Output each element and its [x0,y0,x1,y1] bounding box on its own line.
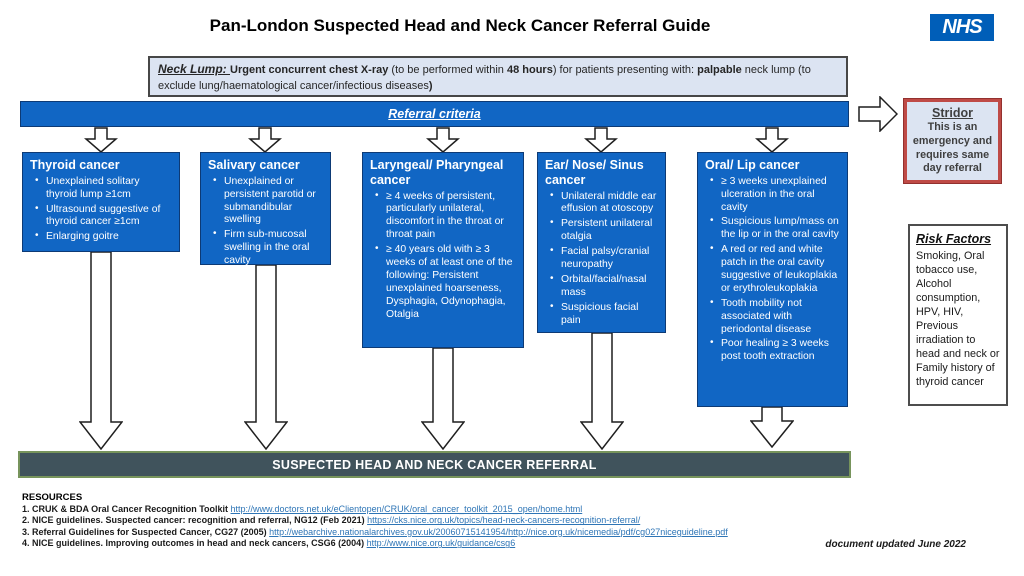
risk-factors-body: Smoking, Oral tobacco use, Alcohol consumption, HPV, HIV, Previous irradiation to head and neck or Family history of thyroid cancer [916,250,1000,389]
resources-section [22,492,782,550]
ear-nose-sinus-cancer-box [537,152,666,333]
neck-lump-bold-text: 48 hours [506,64,553,76]
referral-outcome-label: SUSPECTED HEAD AND NECK CANCER REFERRAL [272,457,597,472]
neck-lump-text: ) for patients presenting with: [552,64,698,76]
page-title: Pan-London Suspected Head and Neck Cancer Referral Guide [209,16,711,35]
down-arrow-icon [426,127,460,153]
bullet-item: • Unilateral middle ear effusion at otoscopy [550,191,658,217]
neck-lump-notice-box [148,56,848,97]
thyroid-cancer-box [22,152,180,252]
bullet-item: • Persistent unilateral otalgia [550,218,658,244]
box-title: Salivary cancer [208,158,300,172]
down-arrow-icon [248,127,282,153]
bullet-item: • Firm sub-mucosal swelling in the oral cavity [213,229,323,268]
box-bullet-list [370,191,516,322]
salivary-cancer-box [200,152,331,265]
resource-link[interactable]: http://www.nice.org.uk/guidance/csg6 [366,538,516,549]
bullet-item: • Unexplained solitary thyroid lump ≥1cm [35,176,172,202]
resource-line [22,504,782,515]
bullet-item: • Orbital/facial/nasal mass [550,274,658,300]
referral-outcome-bar [18,451,851,478]
laryngeal-pharyngeal-cancer-box [362,152,524,348]
document-updated-note: document updated June 2022 [825,539,966,550]
bullet-item: • Suspicious facial pain [550,302,658,328]
resource-link[interactable]: http://webarchive.nationalarchives.gov.uk/20060715141954/http://nice.org.uk/nicemedia/pdf/cg027niceguideline.pdf [269,526,728,537]
resource-line [22,515,782,526]
long-down-arrow-icon [421,348,465,450]
bullet-item: • Ultrasound suggestive of thyroid cancer ≥1cm [35,204,172,230]
box-title: Ear/ Nose/ Sinus cancer [545,158,644,187]
bullet-item: • A red or red and white patch in the oral cavity suggestive of leukoplakia or erythroleukoplakia [710,244,840,296]
down-arrow-icon [84,127,118,153]
resource-text: 1. CRUK & BDA Oral Cancer Recognition Toolkit [22,504,231,514]
bullet-item: • ≥ 3 weeks unexplained ulceration in the oral cavity [710,176,840,215]
resource-line [22,527,782,538]
resource-link[interactable]: http://www.doctors.net.uk/eClientopen/CRUK/oral_cancer_toolkit_2015_open/home.html [230,504,583,514]
resource-link[interactable]: https://cks.nice.org.uk/topics/head-neck-cancers-recognition-referral/ [367,515,641,526]
box-bullet-list [545,191,658,328]
resource-text: 3. Referral Guidelines for Suspected Cancer, CG27 (2005) [22,526,270,537]
box-title: Laryngeal/ Pharyngeal cancer [370,158,504,187]
stridor-emergency-box [904,99,1001,183]
bullet-item: • Suspicious lump/mass on the lip or in the oral cavity [710,216,840,242]
bullet-item: • Unexplained or persistent parotid or submandibular swelling [213,176,323,228]
stridor-body: This is an emergency and requires same day referral [912,121,993,175]
long-down-arrow-icon [750,407,794,448]
box-title: Thyroid cancer [30,158,120,172]
risk-factors-box [908,224,1008,406]
bullet-item: • ≥ 4 weeks of persistent, particularly unilateral, discomfort in the throat or throat pain [375,191,516,243]
bullet-item: • Tooth mobility not associated with periodontal disease [710,298,840,337]
box-bullet-list [30,176,172,244]
neck-lump-label: Neck Lump: [158,62,231,76]
box-bullet-list [208,176,323,268]
long-down-arrow-icon [244,265,288,450]
resource-line [22,538,782,549]
referral-criteria-label: Referral criteria [388,107,481,121]
resources-heading: RESOURCES [22,492,83,503]
down-arrow-icon [755,127,789,153]
neck-lump-bold-text: palpable [697,64,742,76]
box-title: Oral/ Lip cancer [705,158,800,172]
referral-criteria-bar [20,101,849,127]
bullet-item: • ≥ 40 years old with ≥ 3 weeks of at least one of the following: Persistent unexplained hoarseness, Dysphagia, Odynophagia, Otalgia [375,244,516,321]
neck-lump-text: (to be performed within [388,64,507,76]
oral-lip-cancer-box [697,152,848,407]
box-bullet-list [705,176,840,364]
bullet-item: • Facial palsy/cranial neuropathy [550,246,658,272]
neck-lump-bold-text: ) [428,79,433,92]
resource-text: 2. NICE guidelines. Suspected cancer: recognition and referral, NG12 (Feb 2021) [22,515,368,526]
nhs-logo-text: NHS [942,16,982,38]
bullet-item: • Poor healing ≥ 3 weeks post tooth extraction [710,338,840,364]
long-down-arrow-icon [79,252,123,450]
neck-lump-text: neck lump (to exclude lung/haematological cancer/infectious diseases [158,64,811,92]
neck-lump-bold-text: Urgent concurrent chest X-ray [230,64,389,76]
risk-factors-title: Risk Factors [916,232,992,246]
stridor-title: Stridor [932,106,973,121]
nhs-logo [930,14,994,41]
down-arrow-icon [584,127,618,153]
bullet-item: • Enlarging goitre [35,231,172,244]
resource-text: 4. NICE guidelines. Improving outcomes in head and neck cancers, CSG6 (2004) [22,538,367,549]
long-down-arrow-icon [580,333,624,450]
right-arrow-icon [858,96,898,132]
